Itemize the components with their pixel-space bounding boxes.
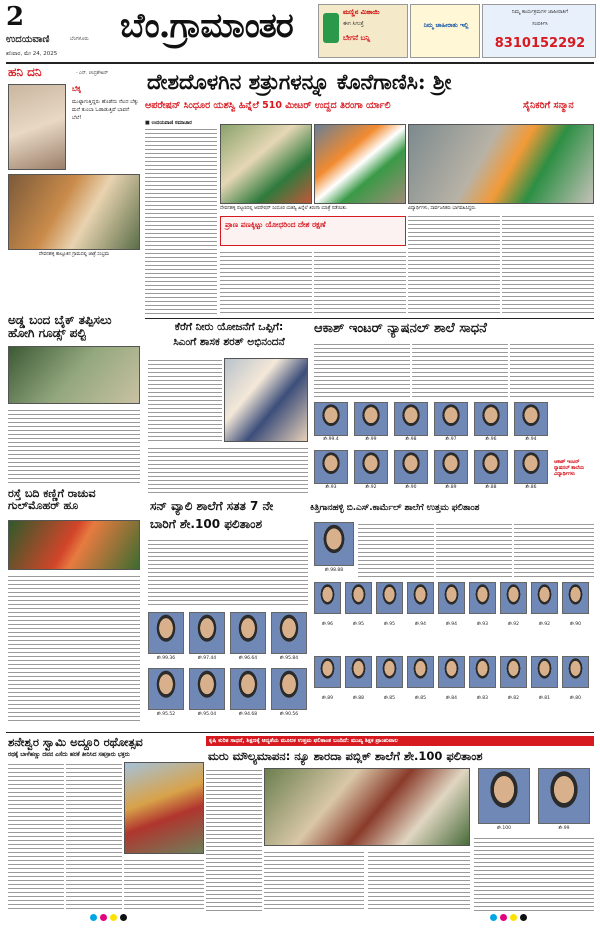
kere-headline-2: ಸಿಎಂಗೆ ಶಾಸಕ ಶರತ್ ಅಭಿನಂದನೆ — [173, 336, 285, 348]
akash-photo-grid — [314, 402, 594, 500]
kitti-score: ಶೇ.90 — [569, 622, 582, 627]
kittiganahalli-headline: ಕಿತ್ತಿಗಾನಹಳ್ಳಿ ಬಿ.ಎಸ್.ಕಾರ್ಮೆಲ್ ಶಾಲೆಗೆ ಉತ್ತಮ ಫಲಿತಾಂಶ — [310, 503, 480, 513]
lead-col-3 — [314, 250, 406, 314]
kitti-student — [407, 656, 434, 688]
honey-box — [6, 66, 142, 266]
ad-middle — [410, 4, 480, 58]
maru-kicker-bar — [206, 736, 594, 746]
lead-photo-1 — [220, 124, 312, 204]
kitti-student — [314, 582, 341, 614]
kitti-student — [562, 656, 589, 688]
gulmohar-photo — [8, 520, 140, 570]
akash-score: ಶೇ.99.4 — [323, 437, 339, 442]
sunvalley-score: ಶೇ.95.04 — [197, 712, 217, 717]
section-divider — [6, 732, 594, 733]
kitti-text-2 — [436, 522, 512, 578]
akash-score: ಶೇ.86 — [525, 485, 537, 490]
kitti-student — [314, 656, 341, 688]
paper-name: ಉದಯವಾಣಿ — [6, 34, 50, 45]
sunvalley-student-8 — [271, 668, 307, 710]
kitti-score: ಶೇ.81 — [538, 696, 551, 701]
lead-col-5 — [502, 214, 594, 314]
sunvalley-student-5 — [148, 668, 184, 710]
kitti-score: ಶೇ.80 — [569, 696, 582, 701]
shaneshwara-col-1 — [8, 762, 64, 912]
ad-sweets-line2: ಈಗ ಸಿಗುತ್ತೆ — [343, 21, 364, 27]
kere-headline-1: ಕೆರೆಗೆ ನೀರು ಯೋಜನೆಗೆ ಒಪ್ಪಿಗೆ: — [174, 321, 284, 333]
akash-text-2 — [412, 342, 508, 398]
lead-bottom-rule — [145, 318, 594, 319]
honey-photo — [8, 174, 140, 250]
akash-student-1 — [314, 402, 348, 436]
accident-photo — [8, 346, 140, 404]
kitti-student — [376, 656, 403, 688]
cyan-dot — [490, 914, 497, 921]
kitti-score: ಶೇ.83 — [476, 696, 489, 701]
gulmohar-headline: ರಸ್ತೆ ಬದಿ ಕಣ್ಣಿಗೆ ರಾಚುವ ಗುಲ್‌ಮೊಹರ್ ಹೂ — [8, 487, 96, 513]
akash-student-5 — [474, 402, 508, 436]
kitti-top-score: ಶೇ.98.88 — [324, 568, 344, 573]
bike-accident-headline: ಅಡ್ಡ ಬಂದ ಬೈಕ್ ತಪ್ಪಿಸಲು ಹೋಗಿ ಗೂಡ್ಸ್ ಪಲ್ಟಿ — [8, 313, 112, 341]
akash-score: ಶೇ.98 — [405, 437, 417, 442]
akash-student-2 — [354, 402, 388, 436]
maru-col-4 — [474, 836, 594, 912]
maru-kicker: ಕೃಷಿ ಕುರಿತ ಸಾಧನೆ, ಶಿಕ್ಷಣಕ್ಕೆ ಆದ್ಯತೆಯ ಮೂಲಕ ಉತ್ತಮ ಫಲಿತಾಂಶ ಬಂದಿದೆ: ಮುಖ್ಯ ಶಿಕ್ಷಕ ಪ್ರಾಂಶುಪಾಲ — [209, 737, 398, 744]
kitti-text-1 — [358, 522, 434, 578]
page-number: 2 — [6, 2, 25, 32]
ad-sweets-line3: ಬೇಗನೆ ಬನ್ನಿ — [343, 34, 371, 42]
kitti-student — [438, 656, 465, 688]
sunvalley-photo-grid — [148, 612, 308, 726]
registration-marks — [90, 914, 530, 922]
sunvalley-headline-2: ಬಾರಿಗೆ ಶೇ.100 ಫಲಿತಾಂಶ — [150, 517, 263, 531]
chariot-photo — [124, 762, 204, 854]
sunvalley-student-7 — [230, 668, 266, 710]
akash-student-10 — [434, 450, 468, 484]
sunvalley-student-6 — [189, 668, 225, 710]
sunvalley-student-1 — [148, 612, 184, 654]
kitti-score: ಶೇ.95 — [383, 622, 396, 627]
kitti-score: ಶೇ.96 — [321, 622, 334, 627]
lead-photo-3 — [408, 124, 594, 204]
lead-caption-1: ದೇವನಹಳ್ಳಿ ಪಟ್ಟಣದಲ್ಲಿ ಆಪರೇಷನ್ ಸಿಂಧೂರ ಯಶಸ್ವಿ ಹಿನ್ನೆಲೆ ತಿರಂಗಾ ಯಾತ್ರೆ ನಡೆಯಿತು. — [220, 206, 348, 211]
maru-col-2 — [264, 850, 364, 912]
akash-score: ಶೇ.92 — [365, 485, 377, 490]
lead-byline: ■ ಉದಯವಾಣಿ ಸಮಾಚಾರ — [145, 120, 192, 126]
akash-score: ಶೇ.94 — [525, 437, 537, 442]
akash-student-12 — [514, 450, 548, 484]
black-dot — [520, 914, 527, 921]
maru-col-3 — [368, 850, 470, 912]
kitti-score: ಶೇ.95 — [352, 622, 365, 627]
akash-student-9 — [394, 450, 428, 484]
yellow-dot — [110, 914, 117, 921]
edition-label: ಬೆಂಗಳೂರು — [70, 36, 89, 42]
sunvalley-score: ಶೇ.95.52 — [156, 712, 176, 717]
akash-student-7 — [314, 450, 348, 484]
kitti-student — [469, 582, 496, 614]
kitti-student — [531, 582, 558, 614]
akash-side-note: ಆಕಾಶ್ ಇಂಟರ್ ನ್ಯಾಷನಲ್ ಶಾಲೆಯ ವಿದ್ಯಾರ್ಥಿಗಳು — [554, 460, 584, 477]
section-title: ಬೆಂ.ಗ್ರಾಮಾಂತರ — [120, 6, 293, 46]
masthead — [0, 0, 600, 62]
maru-score-2: ಶೇ.99 — [558, 826, 570, 831]
maru-group-photo — [264, 768, 470, 846]
kitti-score: ಶೇ.94 — [414, 622, 427, 627]
kitti-score: ಶೇ.85 — [414, 696, 427, 701]
kitti-student — [500, 582, 527, 614]
magenta-dot — [500, 914, 507, 921]
akash-score: ಶೇ.89 — [445, 485, 457, 490]
kitti-top-student — [314, 522, 354, 566]
sunvalley-headline-1: ಸನ್ ವ್ಯಾಲಿ ಶಾಲೆಗೆ ಸತತ 7 ನೇ — [150, 499, 274, 513]
accident-text — [8, 408, 140, 484]
lead-col-4 — [408, 214, 500, 314]
sunvalley-score: ಶೇ.95.84 — [279, 656, 299, 661]
kitti-student — [376, 582, 403, 614]
magenta-dot — [100, 914, 107, 921]
akash-score: ಶೇ.93 — [325, 485, 337, 490]
kitti-student — [345, 656, 372, 688]
akash-text-1 — [314, 342, 410, 398]
akash-student-3 — [394, 402, 428, 436]
akash-student-6 — [514, 402, 548, 436]
masthead-rule — [6, 62, 594, 64]
honey-heading: ಬೆಕ್ಕ — [72, 85, 81, 93]
shaneshwara-col-3 — [124, 858, 204, 912]
sunvalley-score: ಶೇ.90.56 — [279, 712, 299, 717]
akash-score: ಶೇ.88 — [485, 485, 497, 490]
lead-caption-2: ವಿದ್ಯಾರ್ಥಿಗಳು, ಸಾರ್ವಜನಿಕರು ಭಾಗವಹಿಸಿದ್ದರು. — [408, 206, 477, 211]
kitti-score: ಶೇ.85 — [383, 696, 396, 701]
sunvalley-text — [148, 538, 308, 606]
issue-date: ಶನಿವಾರ, ಮೇ 24, 2025 — [6, 51, 58, 57]
ad-contact-phone: 8310152292 — [494, 36, 586, 51]
lead-photo-2 — [314, 124, 406, 204]
lead-subhead: ಆಪರೇಷನ್ ಸಿಂಧೂರ ಯಶಸ್ವಿ ಹಿನ್ನೆಲೆ 510 ಮೀಟರ್ ಉದ್ದದ ತಿರಂಗಾ ರ್ಯಾಲಿ — [145, 100, 391, 111]
ad-sweets-line1: ಮಣ್ಣಿನ ಮಿಠಾಯಿ — [343, 8, 380, 16]
shaneshwara-subhead: ರಥಕ್ಕೆ ಬಾಳೆಹಣ್ಣು ದವನ ಎಸೆದು ಹರಕೆ ತೀರಿಸಿದ ಸಹಸ್ರಾರು ಭಕ್ತರು — [8, 752, 130, 758]
lead-headline-bar — [145, 68, 594, 96]
akash-headline: ಆಕಾಶ್ ಇಂಟರ್ ನ್ಯಾಷನಲ್ ಶಾಲೆ ಸಾಧನೆ — [314, 321, 487, 336]
kitti-student — [407, 582, 434, 614]
kitti-student — [469, 656, 496, 688]
lead-subhead-2: ಸೈನಿಕರಿಗೆ ಸನ್ಮಾನ — [523, 100, 574, 111]
akash-score: ಶೇ.97 — [445, 437, 457, 442]
ad-contact-line2: ಸಂಪರ್ಕಿಸಿ — [532, 21, 548, 27]
lead-box — [220, 216, 406, 246]
kitti-score: ಶೇ.92 — [538, 622, 551, 627]
shaneshwara-col-2 — [66, 762, 122, 912]
ad-phone-icon — [323, 13, 339, 43]
maru-score-1: ಶೇ.100 — [497, 826, 511, 831]
lead-headline: ದೇಶದೊಳಗಿನ ಶತ್ರುಗಳನ್ನೂ ಕೊನೆಗಾಣಿಸಿ: ಶ್ರೀ — [147, 69, 452, 94]
ad-sweets — [318, 4, 408, 58]
sunvalley-score: ಶೇ.94.68 — [238, 712, 258, 717]
kitti-student — [438, 582, 465, 614]
kere-col-2 — [148, 446, 308, 494]
maru-student-2 — [538, 768, 590, 824]
sunvalley-student-2 — [189, 612, 225, 654]
sunvalley-score: ಶೇ.97.44 — [197, 656, 217, 661]
akash-score: ಶೇ.96 — [485, 437, 497, 442]
kitti-score: ಶೇ.94 — [445, 622, 458, 627]
kitti-score: ಶೇ.93 — [476, 622, 489, 627]
kitti-score: ಶೇ.88 — [352, 696, 365, 701]
lead-col-1 — [145, 127, 217, 315]
kitti-photo-grid — [314, 582, 594, 728]
maru-student-1 — [478, 768, 530, 824]
kere-photo — [224, 358, 308, 442]
kitti-student — [500, 656, 527, 688]
yellow-dot — [510, 914, 517, 921]
sunvalley-student-3 — [230, 612, 266, 654]
kitti-student — [531, 656, 558, 688]
honey-portrait — [8, 84, 66, 170]
akash-student-8 — [354, 450, 388, 484]
gulmohar-text — [8, 574, 140, 724]
kitti-score: ಶೇ.82 — [507, 696, 520, 701]
kitti-score: ಶೇ.89 — [321, 696, 334, 701]
ad-contact — [482, 4, 596, 58]
akash-text-3 — [510, 342, 594, 398]
honey-poem: ಮುಟ್ಟಾಗುತ್ತಿದ್ದರು ಹೊಡೆದು ನೆಲದ ಬೆಕ್ಕು ಮನೆ ತುಂಬಾ ಓಡಾಡುತ್ತಿವೆ ಭಾವನೆ ಬೆಲೆ! — [72, 99, 139, 121]
akash-student-11 — [474, 450, 508, 484]
akash-score: ಶೇ.90 — [405, 485, 417, 490]
kitti-score: ಶೇ.84 — [445, 696, 458, 701]
lead-subhead-row — [145, 98, 594, 116]
cyan-dot — [90, 914, 97, 921]
kitti-student — [345, 582, 372, 614]
kitti-student — [562, 582, 589, 614]
sunvalley-student-4 — [271, 612, 307, 654]
black-dot — [120, 914, 127, 921]
lead-col-2 — [220, 250, 312, 314]
kitti-score: ಶೇ.92 — [507, 622, 520, 627]
sunvalley-score: ಶೇ.99.36 — [156, 656, 176, 661]
maru-headline: ಮರು ಮೌಲ್ಯಮಾಪನ: ನ್ಯೂ ಶಾರದಾ ಪಬ್ಲಿಕ್ ಶಾಲೆಗೆ ಶೇ.100 ಫಲಿತಾಂಶ — [208, 749, 483, 763]
shaneshwara-headline: ಶನೇಶ್ವರ ಸ್ವಾಮಿ ಅದ್ದೂರಿ ರಥೋತ್ಸವ — [8, 735, 143, 749]
ad-contact-line1: ನಿಮ್ಮ ಕಾರ್ಯಕ್ರಮಗಳ ಜಾಹೀರಾತಿಗೆ — [512, 9, 568, 15]
ad-middle-text: ನಿಮ್ಮ ಜಾಹೀರಾತು ಇಲ್ಲಿ — [423, 22, 469, 29]
maru-col-1 — [206, 768, 262, 912]
honey-caption: ದೇವನಹಳ್ಳಿ ತಾಲ್ಲೂಕಿನ ಗ್ರಾಮದಲ್ಲಿ ಜಾತ್ರೆ ಸಂಭ್ರಮ — [38, 252, 110, 257]
kitti-text-3 — [514, 522, 594, 578]
kere-col-1 — [148, 358, 222, 442]
lead-box-heading: ಪ್ರಾಣ ಪಣಕ್ಕಿಟ್ಟು ಯೋಧರಿಂದ ದೇಶ ರಕ್ಷಣೆ — [225, 220, 326, 229]
akash-student-4 — [434, 402, 468, 436]
sunvalley-score: ಶೇ.96.64 — [238, 656, 258, 661]
honey-author: - ಎನ್. ಚಂದ್ರಶೇಖರ್ — [76, 71, 108, 76]
honey-logo: ಹನಿ ದನಿ — [8, 65, 42, 79]
akash-score: ಶೇ.99 — [365, 437, 377, 442]
